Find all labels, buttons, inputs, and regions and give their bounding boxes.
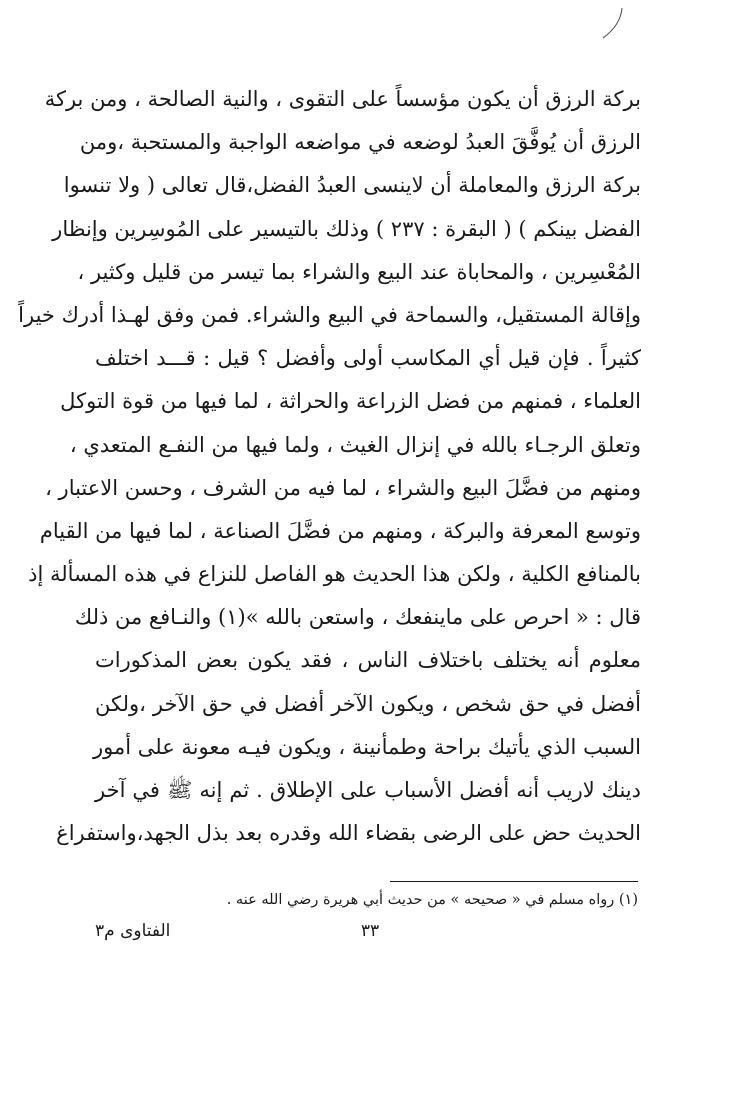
- footnote: (١) رواه مسلم في « صحيحه » من حديث أبي هريرة رضي الله عنه .: [226, 892, 638, 908]
- text-line: بركة الرزق أن يكون مؤسساً على التقوى ، والنية الصالحة ، ومن بركة: [44, 87, 641, 111]
- text-line: وإقالة المستقيل، والسماحة في البيع والشراء. فمن وفق لهـذا أدرك خيراً: [18, 302, 641, 327]
- text-line: العلماء ، فمنهم من فضل الزراعة والحراثة ، لما فيها من قوة التوكل: [60, 389, 641, 414]
- text-line: وتعلق الرجـاء بالله في إنزال الغيث ، ولما فيها من النفـع المتعدي ،: [69, 432, 641, 457]
- text-line: بالمنافع الكلية ، ولكن هذا الحديث هو الفاصل للنزاع في هذه المسألة إذ: [28, 562, 641, 587]
- text-line: المُعْسِرين ، والمحاباة عند البيع والشراء بما تيسر من قليل وكثير ،: [77, 259, 641, 284]
- text-line: أفضل في حق شخص ، ويكون الآخر أفضل في حق الآخر ،ولكن: [95, 691, 641, 716]
- page-number: ٣٣: [360, 921, 380, 941]
- text-line: قال : « احرص على ماينفعك ، واستعن بالله »(١) والنـافع من ذلك: [74, 605, 641, 630]
- text-line: الفضل بينكم ) ( البقرة : ٢٣٧ ) وذلك بالتيسير على المُوسِرين وإنظار: [52, 216, 641, 241]
- text-line: دينك لاريب أنه أفضل الأسباب على الإطلاق . ثم إنه ﷺ في آخر: [95, 778, 641, 802]
- text-line: كثيراً . فإن قيل أي المكاسب أولى وأفضل ؟ قيل : قـــد اختلف: [95, 346, 641, 371]
- pencil-mark: [600, 6, 640, 46]
- page-body: [18, 78, 641, 855]
- text-line: ومنهم من فضَّلَ البيع والشراء ، لما فيه من الشرف ، وحسن الاعتبار ،: [45, 475, 641, 500]
- text-line: السبب الذي يأتيك براحة وطمأنينة ، ويكون فيـه معونة على أمور: [93, 734, 641, 759]
- text-line: الرزق أن يُوفَّقَ العبدُ لوضعه في مواضعه الواجبة والمستحبة ،ومن: [79, 130, 641, 155]
- text-line: وتوسع المعرفة والبركة ، ومنهم من فضَّلَ الصناعة ، لما فيها من القيام: [39, 518, 641, 543]
- text-line: الحديث حض على الرضى بقضاء الله وقدره بعد بذل الجهد،واستفراغ: [56, 821, 641, 846]
- book-signature: الفتاوى م٣: [95, 921, 171, 941]
- text-line: بركة الرزق والمعاملة أن لاينسى العبدُ الفضل،قال تعالى ( ولا تنسوا: [63, 173, 641, 198]
- text-line: معلوم أنه يختلف باختلاف الناس ، فقد يكون بعض المذكورات: [95, 648, 641, 673]
- footnote-divider: [390, 881, 638, 882]
